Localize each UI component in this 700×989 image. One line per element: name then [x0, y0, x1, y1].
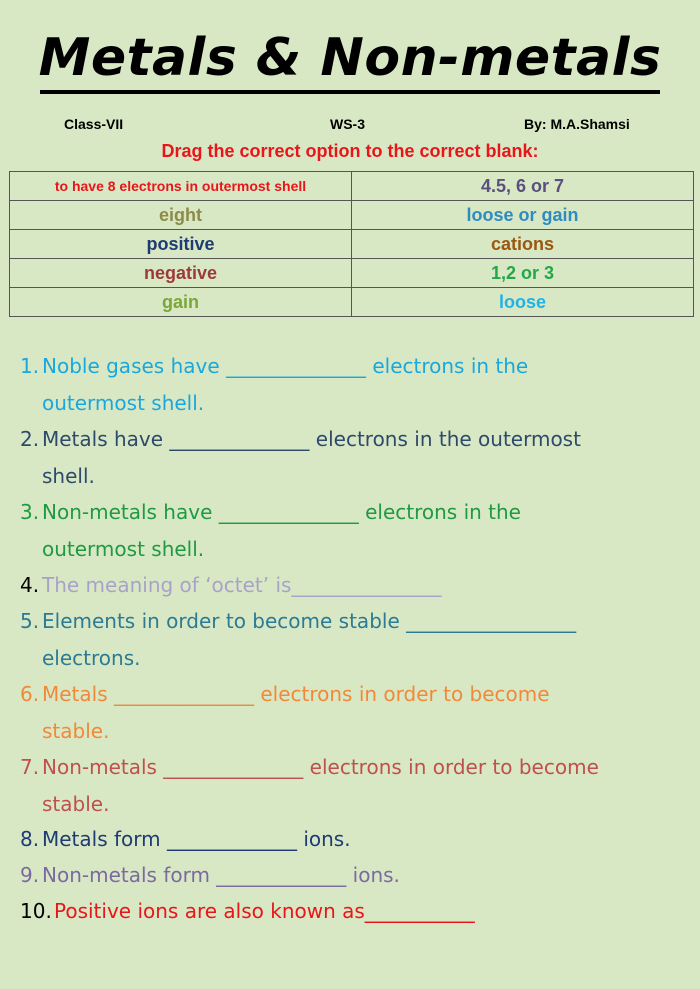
question-number: 9.	[20, 863, 40, 887]
question-text[interactable]: Positive ions are also known as___________	[54, 899, 475, 923]
drag-option[interactable]: 4.5, 6 or 7	[352, 172, 694, 201]
drag-option[interactable]: loose or gain	[352, 201, 694, 230]
question-item	[20, 749, 685, 822]
drag-option[interactable]: positive	[10, 230, 352, 259]
question-text[interactable]: Metals ______________ electrons in order to become	[42, 682, 550, 706]
question-number: 10.	[20, 899, 52, 923]
worksheet-title: Metals & Non-metals	[38, 28, 662, 88]
question-text[interactable]: The meaning of ‘octet’ is_______________	[42, 573, 442, 597]
question-text[interactable]: Elements in order to become stable _________________	[42, 609, 577, 633]
drag-option[interactable]: negative	[10, 259, 352, 288]
question-number: 1.	[20, 354, 40, 378]
question-item	[20, 421, 685, 494]
question-number: 7.	[20, 755, 40, 779]
question-item	[20, 857, 685, 894]
question-item	[20, 494, 685, 567]
question-text[interactable]: Noble gases have ______________ electrons in the	[42, 354, 529, 378]
question-number: 3.	[20, 500, 40, 524]
question-number: 5.	[20, 609, 40, 633]
question-text-continued: outermost shell.	[42, 390, 205, 415]
author-label: By: M.A.Shamsi	[524, 116, 630, 132]
question-text-continued: electrons.	[42, 645, 141, 670]
question-text-continued: shell.	[42, 463, 95, 488]
drag-option[interactable]: 1,2 or 3	[352, 259, 694, 288]
question-item	[20, 348, 685, 421]
question-number: 2.	[20, 427, 40, 451]
question-number: 6.	[20, 682, 40, 706]
question-text[interactable]: Metals form _____________ ions.	[42, 827, 351, 851]
question-text-continued: outermost shell.	[42, 536, 205, 561]
drag-option[interactable]: to have 8 electrons in outermost shell	[10, 172, 352, 201]
question-item	[20, 676, 685, 749]
drag-option[interactable]: gain	[10, 288, 352, 317]
class-label: Class-VII	[64, 116, 124, 132]
question-text[interactable]: Metals have ______________ electrons in the outermost	[42, 427, 581, 451]
question-item	[20, 567, 685, 604]
worksheet-number: WS-3	[330, 116, 365, 132]
question-text-continued: stable.	[42, 718, 110, 743]
instruction-text: Drag the correct option to the correct blank:	[161, 141, 539, 161]
question-item	[20, 893, 685, 930]
drag-option[interactable]: eight	[10, 201, 352, 230]
question-text-continued: stable.	[42, 791, 110, 816]
question-text[interactable]: Non-metals have ______________ electrons in the	[42, 500, 521, 524]
question-text[interactable]: Non-metals form _____________ ions.	[42, 863, 400, 887]
question-number: 4.	[20, 573, 40, 597]
drag-options-table	[9, 171, 694, 317]
question-item	[20, 603, 685, 676]
question-text[interactable]: Non-metals ______________ electrons in order to become	[42, 755, 599, 779]
question-item	[20, 821, 685, 858]
drag-option[interactable]: loose	[352, 288, 694, 317]
title-underline	[40, 90, 660, 94]
question-number: 8.	[20, 827, 40, 851]
drag-option[interactable]: cations	[352, 230, 694, 259]
